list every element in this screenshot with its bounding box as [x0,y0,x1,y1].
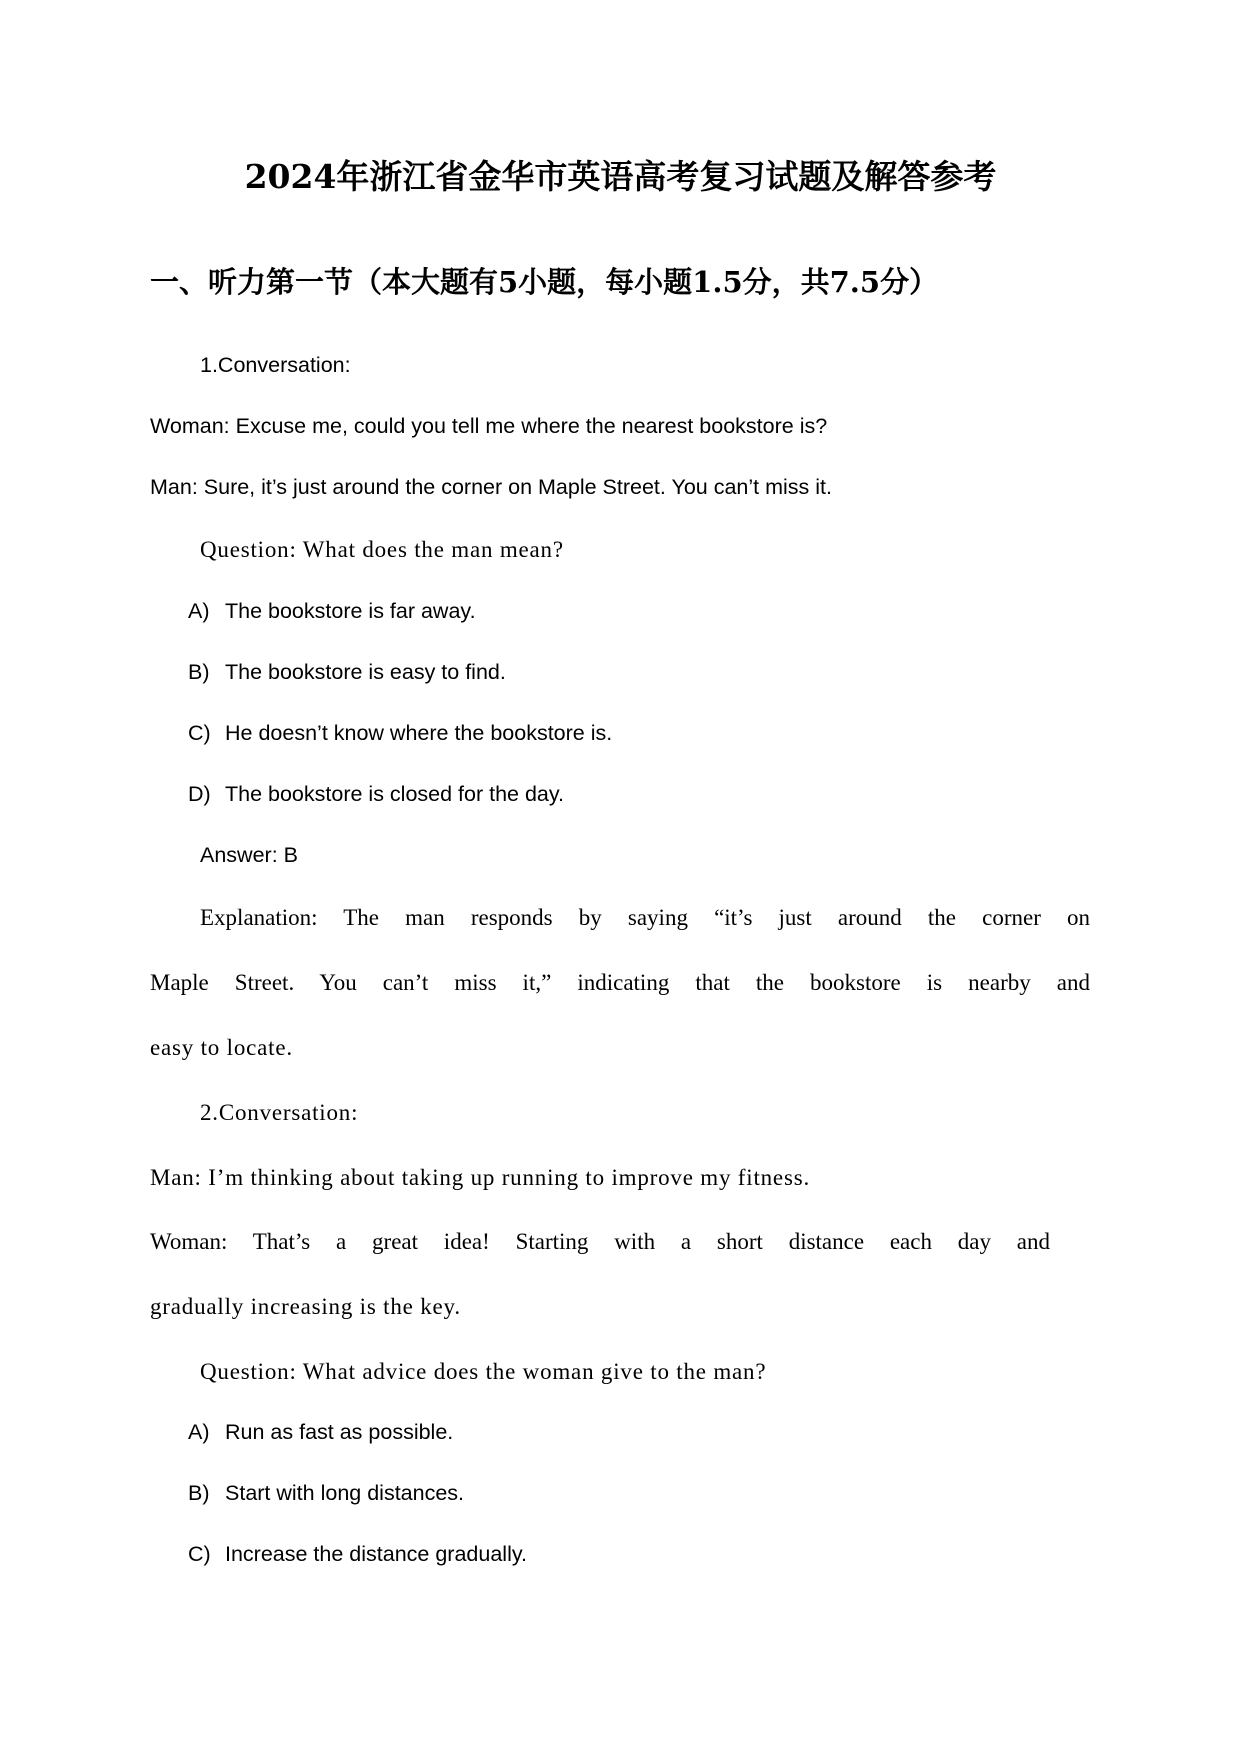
option-text: The bookstore is easy to find. [225,660,506,684]
option-letter: A) [188,599,210,623]
section-heading: 一、听力第一节（本大题有5小题，每小题1.5分，共7.5分） [150,265,939,299]
option-letter: B) [188,660,210,684]
document-title: 2024年浙江省金华市英语高考复习试题及解答参考 [244,157,997,196]
option-text: Increase the distance gradually. [225,1542,527,1566]
option-text: The bookstore is closed for the day. [225,782,565,806]
q2-dialogue-line-1: Man: I’m thinking about taking up running to improve my fitness. [150,1165,810,1190]
q1-question: Question: What does the man mean? [200,537,564,562]
option-text: Run as fast as possible. [225,1420,454,1444]
option-letter: B) [188,1481,210,1505]
option-text: He doesn’t know where the bookstore is. [225,721,613,745]
q2-label: 2.Conversation: [200,1100,359,1125]
q1-dialogue-man: Man: Sure, it’s just around the corner on Maple Street. You can’t miss it. [150,475,832,499]
q1-dialogue-woman: Woman: Excuse me, could you tell me where the nearest bookstore is? [150,414,828,438]
option-letter: A) [188,1420,210,1444]
q1-label: 1.Conversation: [200,353,351,377]
q2-question: Question: What advice does the woman give to the man? [200,1359,767,1384]
option-letter: C) [188,1542,211,1566]
q1-answer: Answer: B [200,843,298,867]
option-letter: D) [188,782,211,806]
option-text: Start with long distances. [225,1481,465,1505]
option-letter: C) [188,721,211,745]
q2-dialogue-line-3: gradually increasing is the key. [150,1294,461,1319]
q1-explanation-line-3: easy to locate. [150,1035,293,1060]
q1-explanation-line-2: Maple Street. You can’t miss it,” indicating that the bookstore is nearby and [150,970,1090,995]
q2-dialogue-line-2: Woman: That’s a great idea! Starting with a short distance each day and [150,1229,1050,1254]
option-text: The bookstore is far away. [225,599,476,623]
q1-explanation-line-1: Explanation: The man responds by saying “it’s just around the corner on [200,905,1090,930]
